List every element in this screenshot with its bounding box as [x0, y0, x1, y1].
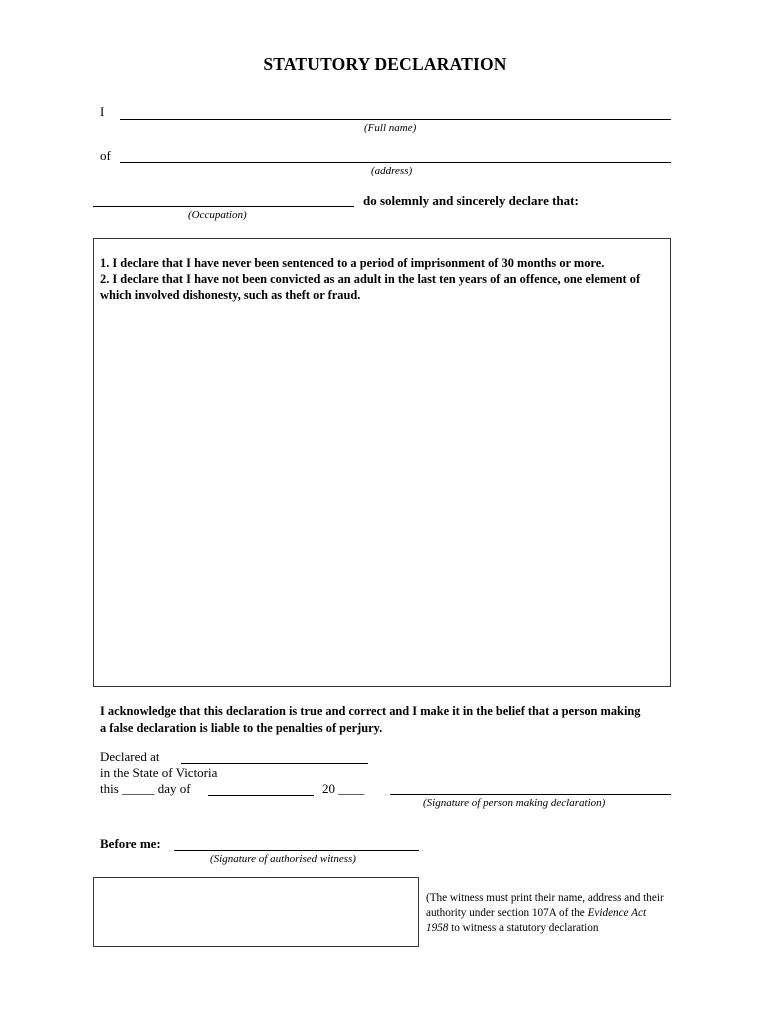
witness-note-act: Evidence Act 1958	[426, 907, 647, 934]
witness-note	[426, 891, 671, 936]
declarant-signature-hint: (Signature of person making declaration)	[423, 797, 606, 809]
occupation-hint: (Occupation)	[188, 209, 247, 221]
declaration-item-1: 1. I declare that I have never been sentenced to a period of imprisonment of 30 months or more.	[100, 256, 605, 270]
declaration-box[interactable]	[93, 238, 671, 687]
witness-details-box[interactable]	[93, 877, 419, 947]
i-label: I	[100, 104, 105, 119]
this-day-label: this _____ day of	[100, 781, 191, 796]
witness-signature-field[interactable]	[174, 850, 419, 851]
occupation-field[interactable]	[93, 206, 354, 207]
state-text: in the State of Victoria	[100, 765, 218, 780]
declare-text: do solemnly and sincerely declare that:	[363, 193, 579, 208]
before-me-label: Before me:	[100, 836, 161, 851]
witness-note-part1: (The witness must print their name, address and their authority under section 107A of the	[426, 892, 664, 919]
full-name-field[interactable]	[120, 119, 671, 120]
month-field[interactable]	[208, 795, 314, 796]
acknowledgement-text: I acknowledge that this declaration is true and correct and I make it in the belief that a person making a false declaration is liable to the penalties of perjury.	[100, 704, 641, 735]
declared-at-label: Declared at	[100, 749, 160, 764]
declared-at-field[interactable]	[181, 763, 368, 764]
year-label: 20 ____	[322, 781, 365, 796]
declaration-item-2: 2. I declare that I have not been convicted as an adult in the last ten years of an offence, one element of which involved dishonesty, such as theft or fraud.	[100, 272, 641, 302]
address-hint: (address)	[371, 165, 413, 177]
witness-note-part2: to witness a statutory declaration	[448, 922, 599, 934]
witness-signature-hint: (Signature of authorised witness)	[210, 853, 356, 865]
of-label: of	[100, 148, 111, 163]
full-name-hint: (Full name)	[364, 122, 417, 134]
declarant-signature-field[interactable]	[390, 794, 671, 795]
document-title: STATUTORY DECLARATION	[263, 54, 507, 74]
address-field[interactable]	[120, 162, 671, 163]
